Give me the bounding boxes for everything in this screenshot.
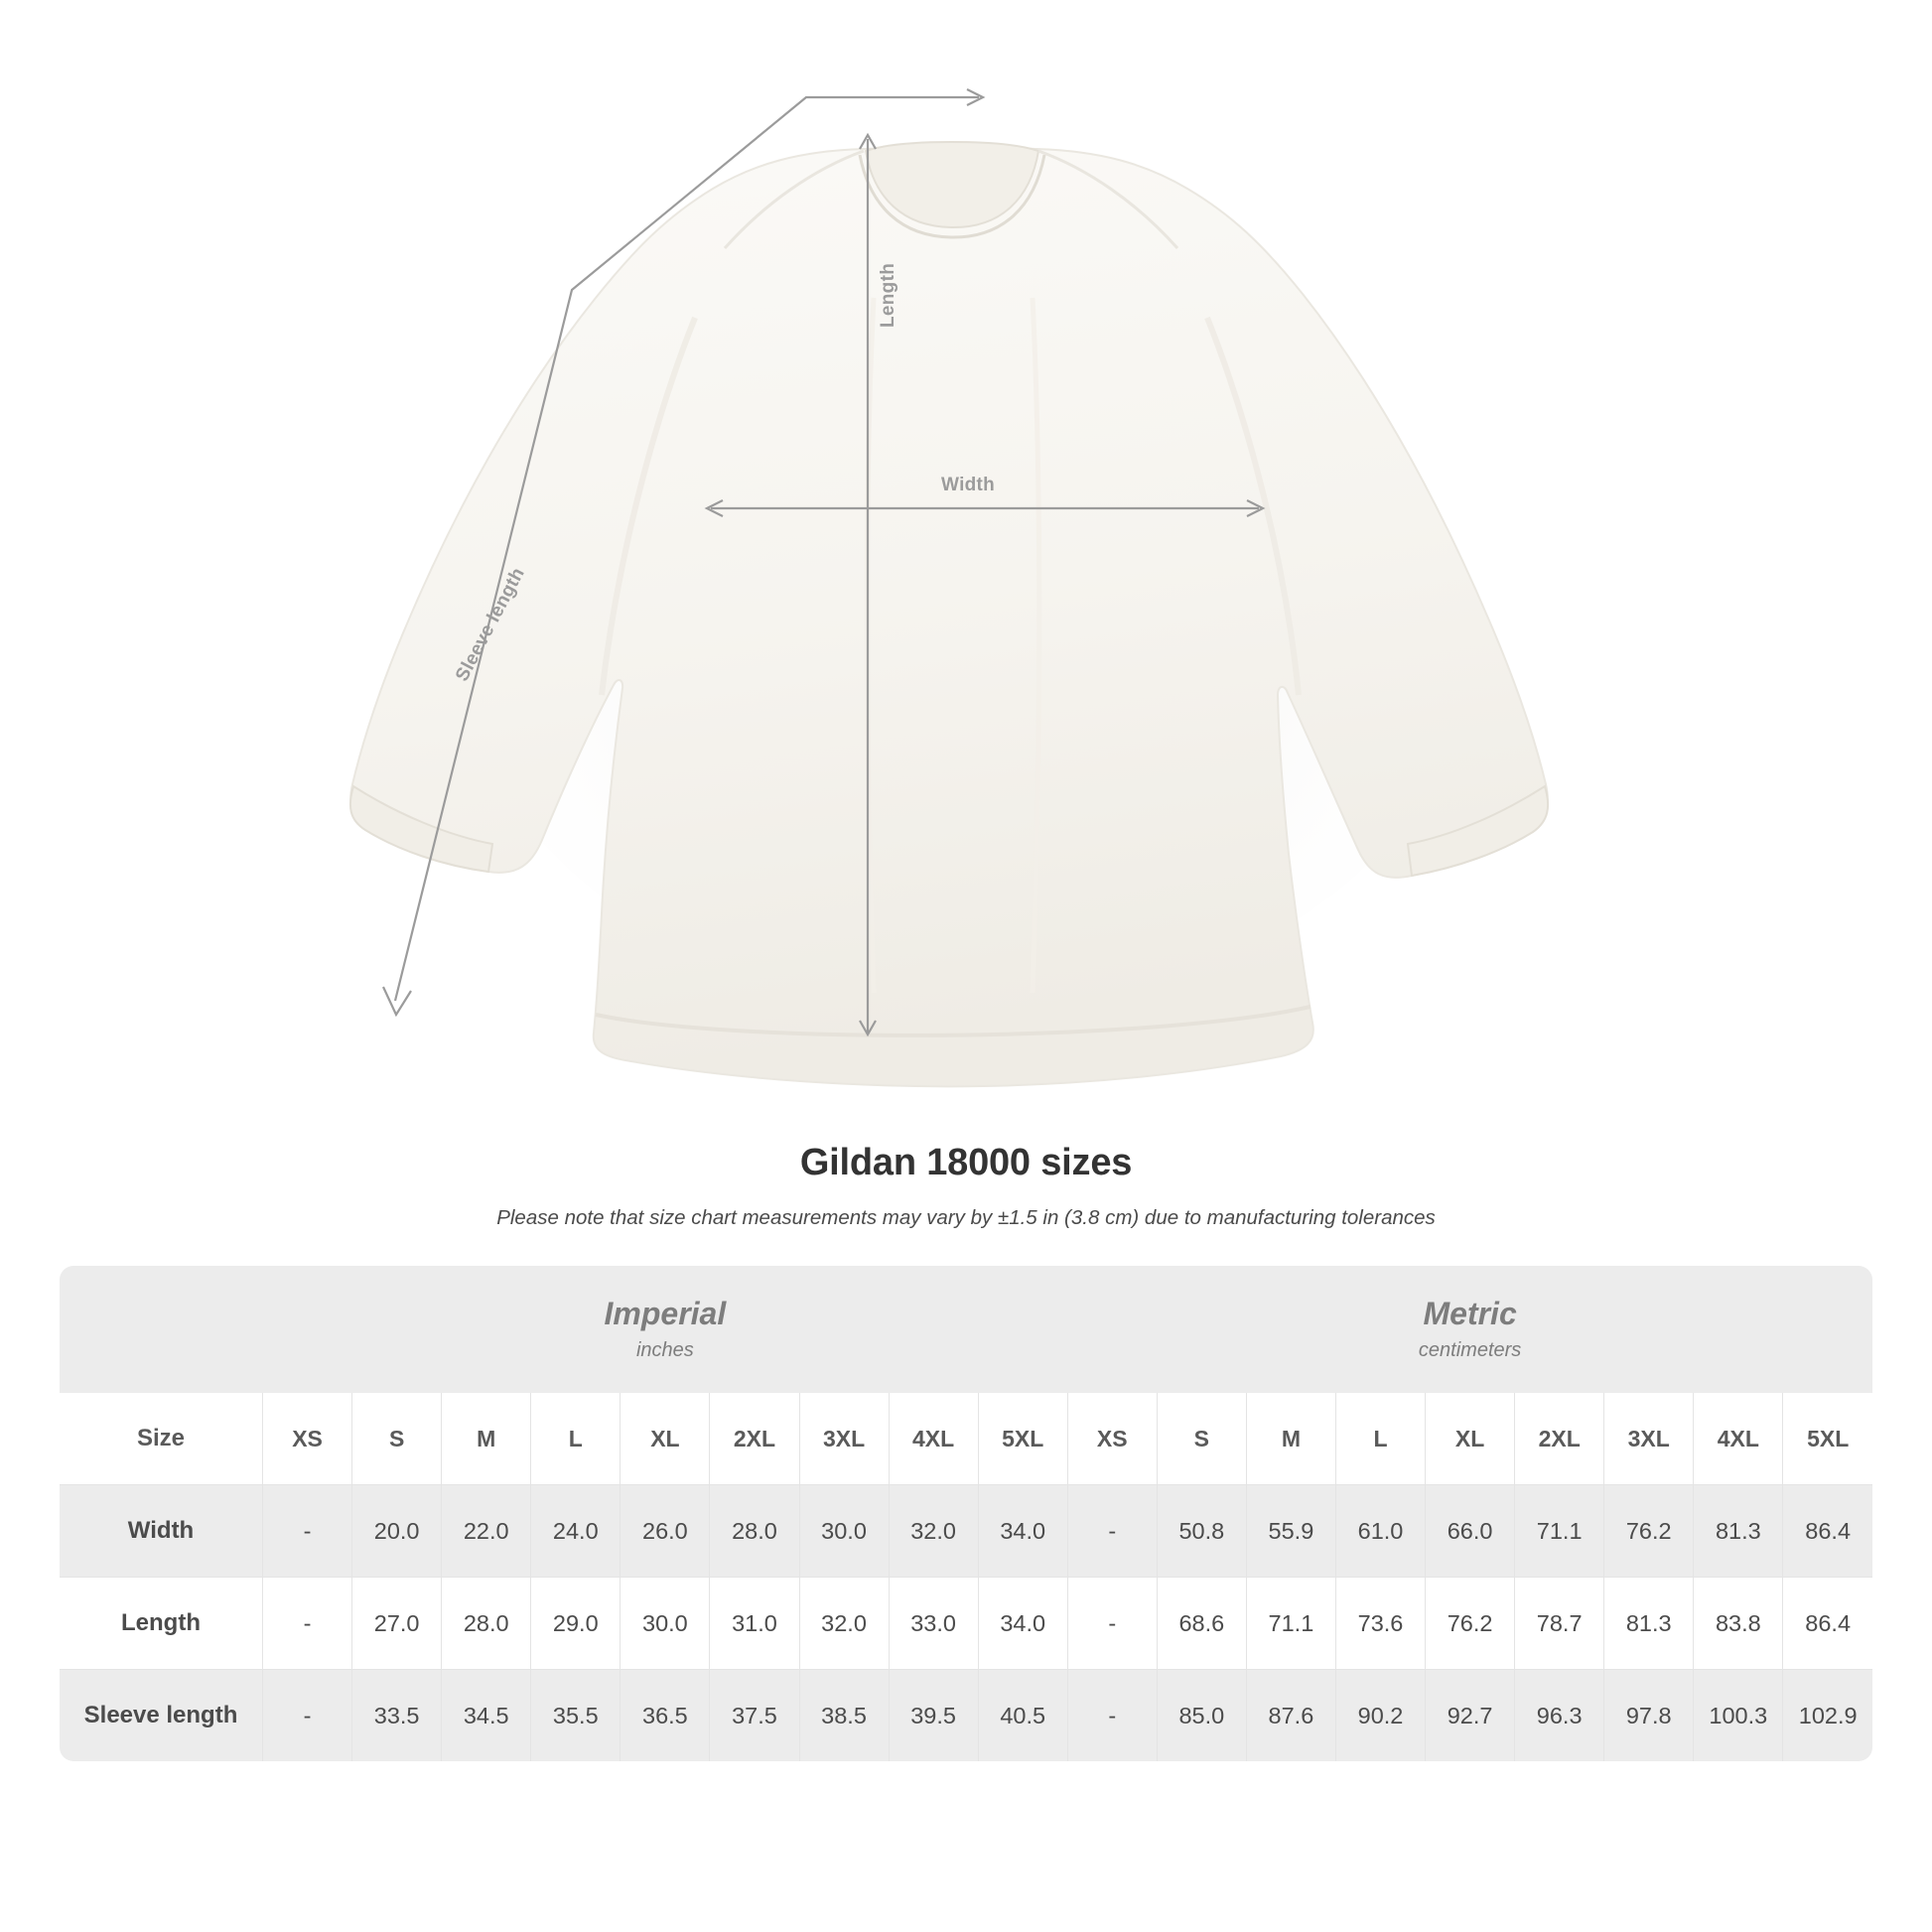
cell-length-metric-5xl: 86.4: [1783, 1578, 1872, 1670]
cell-length-metric-xs: -: [1067, 1578, 1157, 1670]
cell-width-metric-3xl: 76.2: [1604, 1485, 1694, 1578]
cell-length-imperial-2xl: 31.0: [710, 1578, 799, 1670]
cell-length-metric-s: 68.6: [1157, 1578, 1246, 1670]
cell-length-imperial-3xl: 32.0: [799, 1578, 889, 1670]
cell-sleeve-metric-4xl: 100.3: [1694, 1670, 1783, 1762]
cell-width-metric-l: 61.0: [1335, 1485, 1425, 1578]
cell-sleeve-metric-xs: -: [1067, 1670, 1157, 1762]
table-corner-blank: [60, 1266, 263, 1393]
cell-width-metric-2xl: 71.1: [1515, 1485, 1604, 1578]
col-header-metric-xl: XL: [1426, 1393, 1515, 1485]
col-header-metric-m: M: [1246, 1393, 1335, 1485]
col-header-imperial-s: S: [352, 1393, 442, 1485]
cell-sleeve-metric-3xl: 97.8: [1604, 1670, 1694, 1762]
cell-length-metric-3xl: 81.3: [1604, 1578, 1694, 1670]
system-imperial: [263, 1266, 1068, 1393]
cell-width-imperial-4xl: 32.0: [889, 1485, 978, 1578]
col-header-metric-3xl: 3XL: [1604, 1393, 1694, 1485]
system-metric: [1067, 1266, 1872, 1393]
title-block: [0, 1142, 1932, 1230]
cell-length-imperial-xl: 30.0: [621, 1578, 710, 1670]
cell-width-metric-4xl: 81.3: [1694, 1485, 1783, 1578]
col-header-imperial-m: M: [442, 1393, 531, 1485]
page-title: Gildan 18000 sizes: [799, 1142, 1133, 1183]
cell-length-imperial-xs: -: [263, 1578, 352, 1670]
cell-width-metric-xs: -: [1067, 1485, 1157, 1578]
table-row: [60, 1485, 1872, 1578]
col-header-imperial-xs: XS: [263, 1393, 352, 1485]
cell-sleeve-metric-m: 87.6: [1246, 1670, 1335, 1762]
col-header-metric-xs: XS: [1067, 1393, 1157, 1485]
tolerance-note: Please note that size chart measurements may vary by ±1.5 in (3.8 cm) due to manufacturing tolerances: [496, 1206, 1436, 1229]
cell-sleeve-metric-5xl: 102.9: [1783, 1670, 1872, 1762]
sweatshirt-body: [350, 142, 1548, 1086]
size-header-row: [60, 1393, 1872, 1485]
cell-sleeve-metric-xl: 92.7: [1426, 1670, 1515, 1762]
cell-width-imperial-xl: 26.0: [621, 1485, 710, 1578]
cell-width-imperial-xs: -: [263, 1485, 352, 1578]
col-header-metric-5xl: 5XL: [1783, 1393, 1872, 1485]
cell-length-imperial-s: 27.0: [352, 1578, 442, 1670]
col-header-imperial-xl: XL: [621, 1393, 710, 1485]
cell-width-metric-5xl: 86.4: [1783, 1485, 1872, 1578]
system-metric-unit: centimeters: [1418, 1339, 1522, 1362]
cell-width-imperial-m: 22.0: [442, 1485, 531, 1578]
cell-width-imperial-s: 20.0: [352, 1485, 442, 1578]
cell-length-imperial-m: 28.0: [442, 1578, 531, 1670]
cell-width-imperial-2xl: 28.0: [710, 1485, 799, 1578]
system-metric-name: Metric: [1423, 1295, 1517, 1331]
cell-width-metric-s: 50.8: [1157, 1485, 1246, 1578]
size-table: [60, 1266, 1872, 1761]
cell-sleeve-imperial-s: 33.5: [352, 1670, 442, 1762]
table-row: [60, 1578, 1872, 1670]
sleeve-length-dimension-label: Sleeve length: [452, 564, 529, 685]
cell-sleeve-imperial-3xl: 38.5: [799, 1670, 889, 1762]
cell-length-metric-m: 71.1: [1246, 1578, 1335, 1670]
col-header-metric-s: S: [1157, 1393, 1246, 1485]
cell-width-imperial-l: 24.0: [531, 1485, 621, 1578]
row-label-length: Length: [60, 1578, 263, 1670]
cell-sleeve-imperial-5xl: 40.5: [978, 1670, 1067, 1762]
col-header-metric-l: L: [1335, 1393, 1425, 1485]
system-imperial-unit: inches: [635, 1339, 694, 1362]
size-table-wrapper: [60, 1266, 1872, 1761]
table-row: [60, 1670, 1872, 1762]
row-label-sleeve-length: Sleeve length: [60, 1670, 263, 1762]
col-header-metric-2xl: 2XL: [1515, 1393, 1604, 1485]
col-header-metric-4xl: 4XL: [1694, 1393, 1783, 1485]
cell-sleeve-imperial-4xl: 39.5: [889, 1670, 978, 1762]
system-header-row: [60, 1266, 1872, 1393]
cell-length-imperial-l: 29.0: [531, 1578, 621, 1670]
cell-sleeve-metric-s: 85.0: [1157, 1670, 1246, 1762]
cell-length-metric-2xl: 78.7: [1515, 1578, 1604, 1670]
col-header-imperial-3xl: 3XL: [799, 1393, 889, 1485]
cell-length-imperial-4xl: 33.0: [889, 1578, 978, 1670]
cell-length-imperial-5xl: 34.0: [978, 1578, 1067, 1670]
width-dimension-label: Width: [941, 475, 996, 495]
cell-sleeve-imperial-xl: 36.5: [621, 1670, 710, 1762]
cell-width-metric-xl: 66.0: [1426, 1485, 1515, 1578]
cell-sleeve-imperial-xs: -: [263, 1670, 352, 1762]
col-header-imperial-2xl: 2XL: [710, 1393, 799, 1485]
cell-width-metric-m: 55.9: [1246, 1485, 1335, 1578]
row-label-width: Width: [60, 1485, 263, 1578]
size-label-cell: Size: [60, 1393, 263, 1485]
cell-sleeve-metric-2xl: 96.3: [1515, 1670, 1604, 1762]
cell-length-metric-l: 73.6: [1335, 1578, 1425, 1670]
cell-length-metric-4xl: 83.8: [1694, 1578, 1783, 1670]
cell-sleeve-imperial-l: 35.5: [531, 1670, 621, 1762]
cell-sleeve-metric-l: 90.2: [1335, 1670, 1425, 1762]
col-header-imperial-l: L: [531, 1393, 621, 1485]
cell-width-imperial-3xl: 30.0: [799, 1485, 889, 1578]
col-header-imperial-4xl: 4XL: [889, 1393, 978, 1485]
cell-sleeve-imperial-m: 34.5: [442, 1670, 531, 1762]
cell-sleeve-imperial-2xl: 37.5: [710, 1670, 799, 1762]
system-imperial-name: Imperial: [604, 1295, 727, 1331]
col-header-imperial-5xl: 5XL: [978, 1393, 1067, 1485]
length-dimension-label: Length: [878, 262, 898, 328]
cell-length-metric-xl: 76.2: [1426, 1578, 1515, 1670]
cell-width-imperial-5xl: 34.0: [978, 1485, 1067, 1578]
